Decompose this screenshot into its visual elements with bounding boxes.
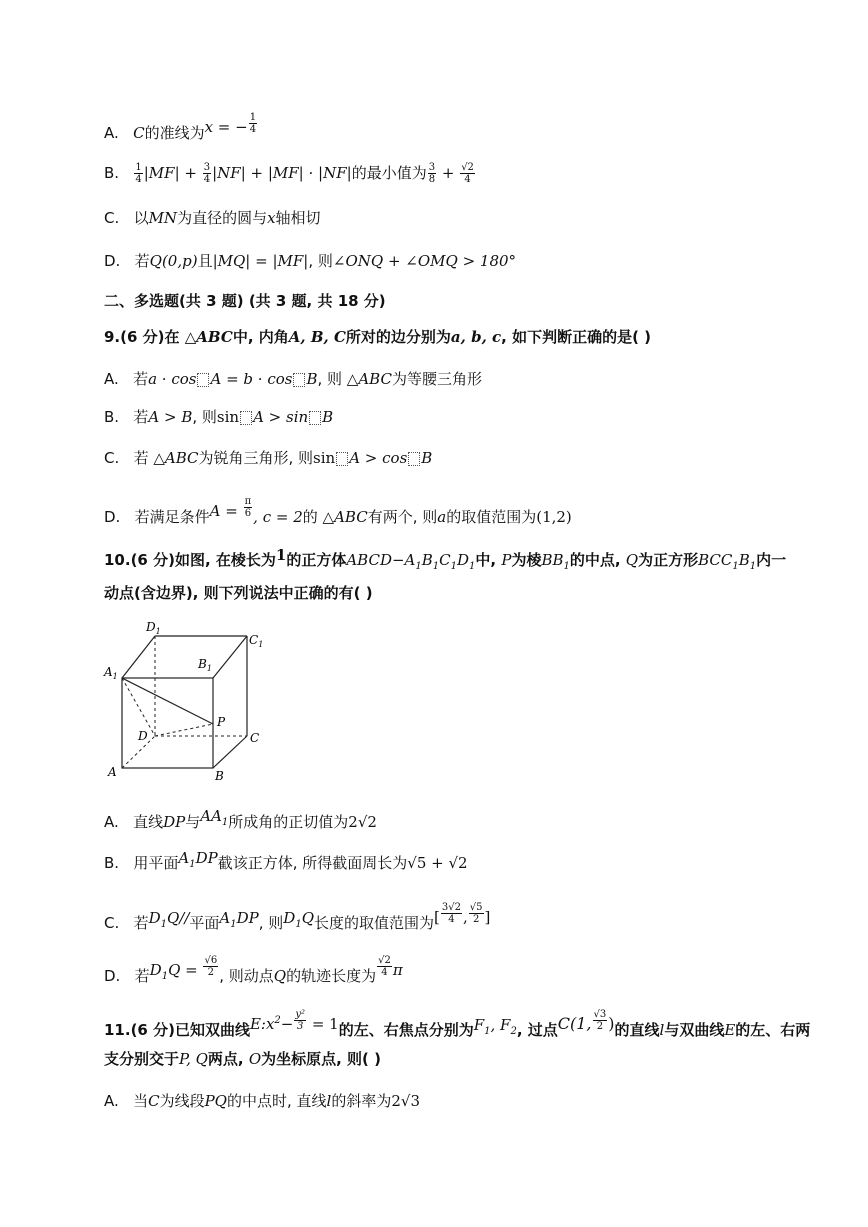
math-part: , F <box>490 1016 511 1034</box>
text: 若 <box>133 370 149 388</box>
text: 的直线 <box>614 1021 660 1039</box>
frac-num: 3 <box>203 162 211 173</box>
math-text <box>148 909 190 930</box>
math-text: A > cos <box>349 449 408 467</box>
option-label: A. <box>104 1092 119 1110</box>
math-text: B <box>322 408 334 426</box>
text: 为棱 <box>511 551 542 569</box>
q9-option-d <box>104 496 828 528</box>
frac-num: √5 <box>469 902 483 913</box>
text: 与 <box>185 813 201 831</box>
text: 内一 <box>756 551 787 569</box>
math-part: AA <box>200 807 222 825</box>
text: 若 <box>133 408 149 426</box>
text: 截该正方体, 所得截面周长为 <box>217 854 408 872</box>
option-label: C. <box>104 449 120 467</box>
math-text: ABC <box>358 370 392 388</box>
text: 为直径的圆与 <box>177 209 268 227</box>
text: 的轨迹长度为 <box>286 967 377 985</box>
fraction <box>249 112 257 135</box>
math-text <box>346 551 476 572</box>
math-text: sin <box>313 449 336 467</box>
subscript: 1 <box>469 561 476 572</box>
math-text: ) <box>608 1014 615 1033</box>
text: 的中点, <box>569 551 626 569</box>
option-label: A. <box>104 370 119 388</box>
math-text: ABC <box>196 328 233 346</box>
text: 两点, <box>207 1050 249 1068</box>
fraction <box>428 162 436 185</box>
edge-a1d1 <box>122 636 155 678</box>
math-text: B <box>306 370 318 388</box>
math-text: ∠ONQ + ∠OMQ > 180° <box>332 252 517 270</box>
q11-stem <box>104 1009 828 1043</box>
missing-glyph-icon <box>336 452 348 466</box>
frac-den: 2 <box>207 967 215 978</box>
label-a: A <box>108 765 117 779</box>
math-text: Q <box>625 551 639 569</box>
subscript: 1 <box>749 561 757 572</box>
text: (6 分)已知双曲线 <box>130 1021 250 1039</box>
q10-stem <box>104 544 828 578</box>
option-label: B. <box>104 164 120 182</box>
text: 若 <box>133 914 149 932</box>
text: , 则 <box>308 252 333 270</box>
fraction <box>134 162 142 185</box>
frac-den: 2 <box>596 1021 604 1032</box>
missing-glyph-icon <box>293 373 305 387</box>
subscript: 1 <box>221 817 229 828</box>
frac-num: √2 <box>378 955 391 966</box>
text: 以 <box>133 209 149 227</box>
math-text: , <box>463 908 468 926</box>
frac-num: 1 <box>135 162 142 173</box>
math-text: A, B, C <box>288 328 346 346</box>
label-b: B <box>215 769 224 783</box>
text: 的最小值为 <box>351 164 427 182</box>
q10-option-c <box>104 902 828 936</box>
q9-stem <box>104 326 828 348</box>
subscript: 1 <box>450 561 458 572</box>
fraction <box>377 955 392 978</box>
subscript: 1 <box>160 919 167 930</box>
math-part: Q = <box>168 961 203 979</box>
subscript: 1 <box>415 561 422 572</box>
text: 的 △ <box>302 508 335 526</box>
missing-glyph-icon <box>309 411 321 425</box>
math-text: l <box>326 1092 332 1110</box>
q10-option-d <box>104 955 828 988</box>
frac-den: 4 <box>381 967 388 978</box>
q11-option-a <box>104 1090 828 1112</box>
math-text <box>219 909 259 930</box>
math-part: DP <box>236 909 259 927</box>
text: , 则动点 <box>219 967 274 985</box>
math-text: PQ <box>204 1092 227 1110</box>
math-part: DP <box>195 849 218 867</box>
section-title: 二、多选题(共 3 题) (共 3 题, 共 18 分) <box>104 292 386 310</box>
text: 若 △ <box>133 449 165 467</box>
math-part: A <box>219 909 231 927</box>
text: 所对的边分别为 <box>345 328 451 346</box>
q8-option-c <box>104 207 828 229</box>
math-text: 2√3 <box>391 1092 421 1110</box>
text: 有两个, 则 <box>367 508 438 526</box>
math-part: B <box>421 551 433 569</box>
label-d: D <box>138 729 148 743</box>
label-b1: $B_1$ <box>198 657 212 673</box>
math-part: E:x <box>249 1015 275 1033</box>
option-label: A. <box>104 124 119 142</box>
frac-num: 1 <box>249 112 257 123</box>
text: 的左、右两 <box>735 1021 811 1039</box>
math-text: P, Q <box>179 1050 208 1068</box>
math-text: a, b, c <box>450 328 502 346</box>
label-c: C <box>250 731 260 745</box>
math-text: x = − <box>204 118 248 136</box>
subscript: 1 <box>189 859 196 870</box>
frac-den: 8 <box>428 174 436 185</box>
edge-bc <box>213 736 247 768</box>
text: 中, 内角 <box>232 328 289 346</box>
text: (6 分)如图, 在棱长为 <box>130 551 276 569</box>
math-text: MN <box>148 209 178 227</box>
q10-option-b <box>104 847 828 876</box>
math-text: l <box>659 1021 665 1039</box>
math-text: |NF| + |MF| · |NF| <box>212 164 352 182</box>
frac-num: √6 <box>204 955 218 966</box>
text: 为正方形 <box>638 551 699 569</box>
math-part: D <box>283 909 296 927</box>
math-text <box>149 961 203 982</box>
text: 为锐角三角形, 则 <box>198 449 314 467</box>
missing-glyph-icon <box>408 452 420 466</box>
text: 平面 <box>189 914 220 932</box>
fraction <box>203 162 211 185</box>
text: , 则 <box>258 914 284 932</box>
text: 直线 <box>133 813 164 831</box>
text: 为等腰三角形 <box>391 370 482 388</box>
subscript: 1 <box>484 1026 491 1037</box>
math-part: BCC <box>698 551 733 569</box>
math-text: [ <box>434 908 440 926</box>
text: 的左、右焦点分别为 <box>338 1021 474 1039</box>
question-number: 9. <box>104 328 121 346</box>
frac-num: y² <box>295 1009 306 1020</box>
frac-den: 4 <box>203 174 211 185</box>
math-text: = 1 <box>307 1015 339 1033</box>
q8-option-b <box>104 162 828 185</box>
cube-figure <box>100 618 270 788</box>
q8-option-a <box>104 112 828 144</box>
frac-den: 4 <box>464 174 471 185</box>
fraction <box>294 1009 306 1032</box>
subscript: 1 <box>295 919 302 930</box>
math-text: sin <box>216 408 240 426</box>
text: (6 分)在 △ <box>120 328 197 346</box>
math-part: B <box>738 551 750 569</box>
text: 若满足条件 <box>134 508 210 526</box>
math-text: A = b · cos <box>210 370 293 388</box>
text: 的中点时, 直线 <box>226 1092 327 1110</box>
text: , 如下判断正确的是( ) <box>501 328 652 346</box>
text: 与双曲线 <box>664 1021 725 1039</box>
text: 支分别交于 <box>104 1050 180 1068</box>
text: 为坐标原点, 则( ) <box>261 1050 381 1068</box>
option-label: D. <box>104 508 121 526</box>
text: 的准线为 <box>144 124 205 142</box>
math-text: A > sin <box>253 408 309 426</box>
text: 轴相切 <box>275 209 321 227</box>
math-text <box>698 551 757 572</box>
label-c1: $C_1$ <box>249 633 264 649</box>
math-text: ABC <box>164 449 199 467</box>
math-text: ] <box>484 908 491 926</box>
fraction <box>593 1009 608 1032</box>
text: 若 <box>134 252 150 270</box>
subscript: 1 <box>161 971 169 982</box>
option-label: D. <box>104 967 121 985</box>
math-text <box>178 849 218 870</box>
text: 中, <box>475 551 502 569</box>
frac-num: π <box>244 496 252 507</box>
cube-diagram <box>100 618 270 788</box>
math-part: BB <box>541 551 564 569</box>
text: 的取值范围为 <box>446 508 537 526</box>
option-label: C. <box>104 914 120 932</box>
math-part: D <box>148 909 161 927</box>
math-text: |MF| + <box>143 164 202 182</box>
math-text: B <box>421 449 433 467</box>
frac-num: 3 <box>428 162 436 173</box>
label-a1: $A_1$ <box>104 665 118 681</box>
math-text: ABC <box>334 508 368 526</box>
math-part: Q <box>301 909 315 927</box>
subscript: 1 <box>432 561 440 572</box>
math-text: E <box>724 1021 736 1039</box>
frac-den: 4 <box>249 124 257 135</box>
math-text: π <box>392 961 403 979</box>
option-label: A. <box>104 813 119 831</box>
text: , 则 △ <box>317 370 359 388</box>
math-part: D <box>457 551 470 569</box>
math-text: A > B <box>148 408 193 426</box>
math-text <box>283 909 315 930</box>
math-text: O <box>248 1050 262 1068</box>
math-part: C <box>439 551 451 569</box>
fraction <box>460 162 475 185</box>
math-text: C(1, <box>557 1014 592 1033</box>
math-text: x <box>267 209 276 227</box>
math-text <box>250 1015 293 1033</box>
math-text: |MQ| = |MF| <box>212 252 309 270</box>
option-label: B. <box>104 854 120 872</box>
frac-num: 3√2 <box>441 902 461 913</box>
subscript: 1 <box>563 561 570 572</box>
frac-num: √2 <box>461 162 474 173</box>
q9-option-c <box>104 447 828 469</box>
math-text: (1,2) <box>536 508 572 526</box>
edge-b1c1 <box>213 636 247 678</box>
frac-den: 3 <box>297 1021 304 1032</box>
text: 所成角的正切值为 <box>228 813 349 831</box>
question-number: 11. <box>104 1021 131 1039</box>
text: 长度的取值范围为 <box>314 914 435 932</box>
math-part: A <box>178 849 190 867</box>
q8-option-d <box>104 250 828 272</box>
math-text <box>473 1016 517 1037</box>
math-text: DP <box>163 813 186 831</box>
frac-den: 2 <box>472 914 480 925</box>
edge-dp <box>155 724 213 736</box>
subscript: 1 <box>732 561 739 572</box>
frac-den: 4 <box>448 914 455 925</box>
text: 为线段 <box>159 1092 205 1110</box>
math-text: C <box>133 124 145 142</box>
math-text: a · cos <box>148 370 197 388</box>
q9-option-a <box>104 368 828 390</box>
q10-stem-line2: 动点(含边界), 则下列说法中正确的有( ) <box>104 584 373 602</box>
math-part: Q// <box>166 909 190 927</box>
math-text: , c = 2 <box>253 508 303 526</box>
text: 用平面 <box>133 854 179 872</box>
label-d1: $D_1$ <box>146 620 161 636</box>
label-p: P <box>217 715 226 729</box>
math-text: Q(0,p) <box>149 252 198 270</box>
text: 的斜率为 <box>331 1092 392 1110</box>
text: 当 <box>133 1092 149 1110</box>
math-text <box>200 807 229 828</box>
math-text <box>541 551 570 572</box>
math-part: − <box>280 1015 294 1033</box>
missing-glyph-icon <box>240 411 252 425</box>
fraction <box>244 496 253 519</box>
missing-glyph-icon <box>197 373 209 387</box>
fraction <box>469 902 484 925</box>
math-text: + <box>437 164 460 182</box>
math-part: F <box>473 1016 485 1034</box>
math-part: D <box>149 961 162 979</box>
fraction <box>441 902 462 925</box>
math-text: A = <box>209 502 243 520</box>
question-number: 10. <box>104 551 131 569</box>
text: , 过点 <box>516 1021 558 1039</box>
text: 的正方体 <box>286 551 347 569</box>
math-text: 1 <box>275 546 287 564</box>
option-label: B. <box>104 408 120 426</box>
math-text: C <box>148 1092 160 1110</box>
option-label: D. <box>104 252 121 270</box>
math-text: P <box>501 551 512 569</box>
q10-option-a <box>104 805 828 834</box>
fraction <box>203 955 218 978</box>
frac-den: 4 <box>135 174 142 185</box>
q11-stem-line2 <box>104 1048 828 1070</box>
math-part: ABCD−A <box>346 551 416 569</box>
subscript: 1 <box>230 919 237 930</box>
text: , 则 <box>192 408 217 426</box>
math-text: Q <box>273 967 287 985</box>
text: 且 <box>197 252 213 270</box>
option-label: C. <box>104 209 120 227</box>
superscript: 2 <box>274 1015 281 1026</box>
frac-den: 6 <box>244 508 252 519</box>
math-text: a <box>437 508 447 526</box>
math-text: √5 + √2 <box>407 854 468 872</box>
math-text: 2√2 <box>348 813 377 831</box>
subscript: 2 <box>510 1026 517 1037</box>
q9-option-b <box>104 406 828 428</box>
text: 若 <box>134 967 150 985</box>
frac-num: √3 <box>593 1009 607 1020</box>
